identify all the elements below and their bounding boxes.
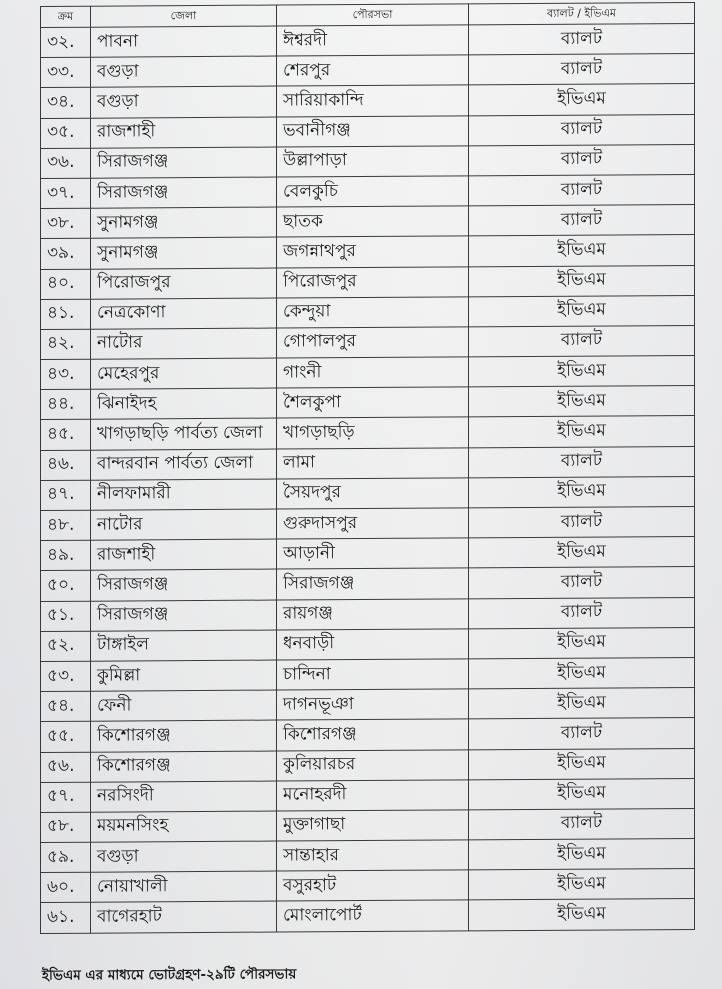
row-municipality: শৈলকুপা bbox=[277, 387, 469, 418]
municipality-election-table bbox=[40, 2, 695, 934]
table-row bbox=[41, 446, 695, 480]
row-district: বগুড়া bbox=[91, 56, 277, 87]
header-district: জেলা bbox=[91, 5, 277, 27]
table-row bbox=[41, 657, 695, 691]
table-row bbox=[41, 537, 695, 571]
row-municipality: লামা bbox=[277, 448, 469, 479]
row-municipality: আড়ানী bbox=[277, 538, 469, 569]
row-district: সুনামগঞ্জ bbox=[91, 207, 277, 238]
row-municipality: শেরপুর bbox=[277, 55, 469, 86]
row-municipality: সান্তাহার bbox=[277, 840, 469, 871]
row-serial: ৩৪. bbox=[41, 88, 91, 118]
table-row bbox=[41, 84, 695, 118]
row-municipality: জগন্নাথপুর bbox=[277, 236, 469, 267]
row-voting-method: ইভিএম bbox=[469, 386, 695, 418]
row-voting-method: ইভিএম bbox=[469, 356, 695, 388]
row-voting-method: ব্যালট bbox=[469, 567, 695, 599]
row-district: বগুড়া bbox=[91, 86, 277, 117]
row-voting-method: ইভিএম bbox=[469, 416, 695, 448]
row-district: রাজশাহী bbox=[91, 117, 277, 148]
row-municipality: গুরুদাসপুর bbox=[277, 508, 469, 539]
table-row bbox=[41, 205, 695, 239]
table-row bbox=[41, 24, 695, 58]
table-row bbox=[41, 839, 695, 873]
row-voting-method: ইভিএম bbox=[469, 899, 695, 931]
row-district: সিরাজগঞ্জ bbox=[91, 147, 277, 178]
row-voting-method: ব্যালট bbox=[469, 507, 695, 539]
row-municipality: বসুরহাট bbox=[277, 870, 469, 901]
header-serial: ক্রম bbox=[41, 6, 91, 27]
row-district: নীলফামারী bbox=[91, 479, 277, 510]
row-municipality: ধনবাড়ী bbox=[277, 629, 469, 660]
row-district: কিশোরগঞ্জ bbox=[91, 720, 277, 751]
row-municipality: মুক্তাগাছা bbox=[277, 810, 469, 841]
table-row bbox=[41, 114, 695, 148]
row-voting-method: ইভিএম bbox=[469, 627, 695, 659]
table-row bbox=[41, 778, 695, 812]
header-municipality: পৌরসভা bbox=[277, 4, 469, 26]
table-row bbox=[41, 567, 695, 601]
row-district: বাগেরহাট bbox=[91, 901, 277, 932]
row-serial: ৫৬. bbox=[41, 752, 91, 782]
row-municipality: খাগড়াছড়ি bbox=[277, 417, 469, 448]
row-voting-method: ব্যালট bbox=[469, 808, 695, 840]
row-serial: ৪৩. bbox=[41, 359, 91, 389]
table-body bbox=[41, 24, 695, 934]
row-district: কিশোরগঞ্জ bbox=[91, 751, 277, 782]
row-municipality: উল্লাপাড়া bbox=[277, 146, 469, 177]
table-row bbox=[41, 325, 695, 359]
row-district: পাবনা bbox=[91, 26, 277, 57]
table-row bbox=[41, 748, 695, 782]
table-row bbox=[41, 416, 695, 450]
row-serial: ৩৭. bbox=[41, 178, 91, 208]
row-serial: ৫৪. bbox=[41, 691, 91, 721]
row-serial: ৪৫. bbox=[41, 420, 91, 450]
row-serial: ৩৩. bbox=[41, 57, 91, 87]
table-row bbox=[41, 144, 695, 178]
row-municipality: কিশোরগঞ্জ bbox=[277, 719, 469, 750]
row-serial: ৪২. bbox=[41, 329, 91, 359]
row-municipality: ছাতক bbox=[277, 206, 469, 237]
row-municipality: রায়গঞ্জ bbox=[277, 598, 469, 629]
row-municipality: ভবানীগঞ্জ bbox=[277, 115, 469, 146]
row-voting-method: ব্যালট bbox=[469, 718, 695, 750]
row-serial: ৫৮. bbox=[41, 812, 91, 842]
row-municipality: কুলিয়ারচর bbox=[277, 749, 469, 780]
row-district: রাজশাহী bbox=[91, 539, 277, 570]
table-row bbox=[41, 265, 695, 299]
row-municipality: সৈয়দপুর bbox=[277, 478, 469, 509]
row-district: টাঙ্গাইল bbox=[91, 630, 277, 661]
row-district: ঝিনাইদহ bbox=[91, 388, 277, 419]
row-district: নাটোর bbox=[91, 328, 277, 359]
row-voting-method: ইভিএম bbox=[469, 778, 695, 810]
row-serial: ৩৫. bbox=[41, 118, 91, 148]
row-district: ময়মনসিংহ bbox=[91, 811, 277, 842]
row-municipality: চান্দিনা bbox=[277, 659, 469, 690]
table-row bbox=[41, 899, 695, 933]
row-serial: ৩২. bbox=[41, 27, 91, 57]
row-serial: ৫০. bbox=[41, 571, 91, 601]
row-serial: ৩৯. bbox=[41, 239, 91, 269]
row-serial: ৪৬. bbox=[41, 450, 91, 480]
row-voting-method: ইভিএম bbox=[469, 839, 695, 871]
table-row bbox=[41, 295, 695, 329]
row-municipality: পিরোজপুর bbox=[277, 266, 469, 297]
row-municipality: গাংনী bbox=[277, 357, 469, 388]
row-district: পিরোজপুর bbox=[91, 268, 277, 299]
table-row bbox=[41, 356, 695, 390]
row-municipality: বেলকুচি bbox=[277, 176, 469, 207]
row-district: সিরাজগঞ্জ bbox=[91, 600, 277, 631]
row-serial: ৪৭. bbox=[41, 480, 91, 510]
row-district: নরসিংদী bbox=[91, 781, 277, 812]
row-serial: ৪০. bbox=[41, 269, 91, 299]
table-row bbox=[41, 597, 695, 631]
row-voting-method: ইভিএম bbox=[469, 84, 695, 116]
footer-note: ইভিএম এর মাধ্যমে ভোটগ্রহণ-২৯টি পৌরসভায় bbox=[41, 966, 297, 984]
row-district: সিরাজগঞ্জ bbox=[91, 177, 277, 208]
row-district: খাগড়াছড়ি পার্বত্য জেলা bbox=[91, 418, 277, 449]
row-district: কুমিল্লা bbox=[91, 660, 277, 691]
row-voting-method: ব্যালট bbox=[469, 144, 695, 176]
table-row bbox=[41, 386, 695, 420]
row-serial: ৫৩. bbox=[41, 661, 91, 691]
row-voting-method: ব্যালট bbox=[469, 446, 695, 478]
row-serial: ৬১. bbox=[41, 903, 91, 933]
row-serial: ৬০. bbox=[41, 872, 91, 902]
row-municipality: সারিয়াকান্দি bbox=[277, 85, 469, 116]
table-row bbox=[41, 54, 695, 88]
row-voting-method: ইভিএম bbox=[469, 688, 695, 720]
row-district: সুনামগঞ্জ bbox=[91, 237, 277, 268]
table-row bbox=[41, 718, 695, 752]
row-voting-method: ইভিএম bbox=[469, 295, 695, 327]
row-voting-method: ব্যালট bbox=[469, 174, 695, 206]
row-municipality: সিরাজগঞ্জ bbox=[277, 568, 469, 599]
row-voting-method: ইভিএম bbox=[469, 235, 695, 267]
row-voting-method: ইভিএম bbox=[469, 748, 695, 780]
row-municipality: কেন্দুয়া bbox=[277, 297, 469, 328]
table-row bbox=[41, 235, 695, 269]
row-district: নাটোর bbox=[91, 509, 277, 540]
row-voting-method: ব্যালট bbox=[469, 24, 695, 56]
table-row bbox=[41, 507, 695, 541]
header-voting-method: ব্যালট / ইভিএম bbox=[469, 3, 695, 25]
row-voting-method: ব্যালট bbox=[469, 597, 695, 629]
row-district: বগুড়া bbox=[91, 841, 277, 872]
row-municipality: ঈশ্বরদী bbox=[277, 25, 469, 56]
row-voting-method: ইভিএম bbox=[469, 265, 695, 297]
row-municipality: গোপালপুর bbox=[277, 327, 469, 358]
row-serial: ৪৪. bbox=[41, 389, 91, 419]
row-serial: ৪১. bbox=[41, 299, 91, 329]
row-serial: ৩৮. bbox=[41, 208, 91, 238]
row-district: ফেনী bbox=[91, 690, 277, 721]
row-voting-method: ইভিএম bbox=[469, 869, 695, 901]
row-voting-method: ব্যালট bbox=[469, 54, 695, 86]
row-municipality: মনোহরদী bbox=[277, 780, 469, 811]
table-row bbox=[41, 869, 695, 903]
row-serial: ৫২. bbox=[41, 631, 91, 661]
row-serial: ৩৬. bbox=[41, 148, 91, 178]
row-district: বান্দরবান পার্বত্য জেলা bbox=[91, 449, 277, 480]
row-serial: ৫৯. bbox=[41, 842, 91, 872]
row-voting-method: ব্যালট bbox=[469, 114, 695, 146]
table-row bbox=[41, 174, 695, 208]
row-municipality: দাগনভূঞা bbox=[277, 689, 469, 720]
row-voting-method: ইভিএম bbox=[469, 537, 695, 569]
row-municipality: মোংলাপোর্ট bbox=[277, 900, 469, 931]
table-row bbox=[41, 476, 695, 510]
row-voting-method: ইভিএম bbox=[469, 657, 695, 689]
row-voting-method: ইভিএম bbox=[469, 476, 695, 508]
row-district: সিরাজগঞ্জ bbox=[91, 569, 277, 600]
row-serial: ৪৯. bbox=[41, 540, 91, 570]
row-serial: ৫৫. bbox=[41, 722, 91, 752]
row-voting-method: ব্যালট bbox=[469, 325, 695, 357]
row-district: মেহেরপুর bbox=[91, 358, 277, 389]
row-voting-method: ব্যালট bbox=[469, 205, 695, 237]
row-serial: ৪৮. bbox=[41, 510, 91, 540]
table-row bbox=[41, 808, 695, 842]
table-row bbox=[41, 688, 695, 722]
row-serial: ৫৭. bbox=[41, 782, 91, 812]
row-district: নোয়াখালী bbox=[91, 871, 277, 902]
row-district: নেত্রকোণা bbox=[91, 298, 277, 329]
row-serial: ৫১. bbox=[41, 601, 91, 631]
table-row bbox=[41, 627, 695, 661]
